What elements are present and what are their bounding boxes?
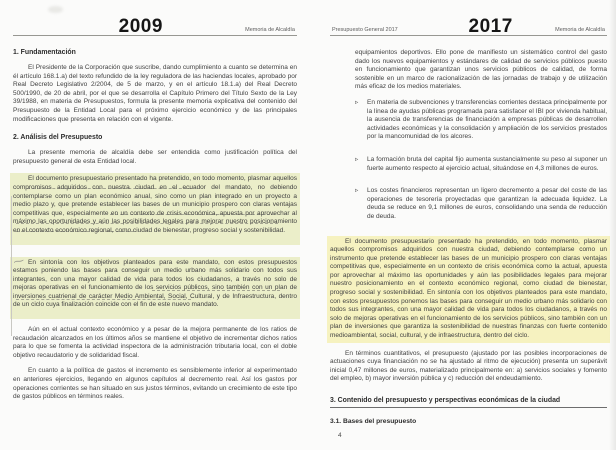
- bullet-text-subvenciones: En materia de subvenciones y transferencias corrientes destaca principalmente por la línea de ayudas públicas programada para satisfacer el IBI por vivienda habitual, la ausencia de transferencias de financiación a empresas públicas de desarrollen actividades económicas y la consolidación y ampliación de los servicios prestados por la mancomunidad de los alcores.: [367, 98, 607, 141]
- header-label-memoria: Memoria de Alcaldía: [555, 27, 605, 33]
- page-header-2017: [330, 6, 607, 36]
- bullet-item: [355, 99, 607, 149]
- bullet-item: [355, 187, 607, 228]
- section-heading-contenido: 3. Contenido del presupuesto y perspectivas económicas de la ciudad: [330, 397, 607, 408]
- page-body: [330, 49, 607, 425]
- paragraph-cuantitativos: En términos cuantitativos, el presupuesto (ajustado por las posibles incorporaciones de actuaciones cuya financiación no se ha ajustado al ritmo de ejecución) presenta un superávit inicial 0,47 millones de euros, materializado principalmente en: a) servicios sociales y fomento del empleo, b) mayor inversión pública y c) reducción del endeudamiento.: [330, 349, 607, 383]
- highlighted-paragraph: En sintonía con los objetivos planteados para este mandato, con estos presupuestos estamos poniendo las bases para conseguir un medio urbano más solidario con todos sus integrantes, con una mayor calidad de vida para todos los ciudadanos, a través no solo de mejoras operativas en el funcionamiento de los servicios públicos, sino también con un plan de inversiones cuatrienal de carácter Medio Ambiental, Social, Cultural, y de Infraestructura, dentro de un ciclo cuya finalización coincide con el fin de este nuevo mandato.: [13, 258, 297, 309]
- paragraph-fundamentacion: El Presidente de la Corporación que suscribe, dando cumplimiento a cuanto se determina en él artículo 168.1.a) del texto refundido de la ley reguladora de las haciendas locales, aprobado por Real Decreto Legislativo 2/2004, de 5 de marzo, y en el artículo 18.1.a) del Real Decreto 500/1990, de 20 de abril, por el que se desarrolla el Capítulo Primero del Título Sexto de la Ley 39/1988, en materia de Presupuestos, formula la presente memoria explicativa del contenido del Presupuesto de la Entidad Local para el próximo ejercicio económico y de las principales modificaciones que presenta en relación con el vigente.: [13, 64, 297, 123]
- bullet-text-capital-fijo: La formación bruta del capital fijo aumenta sustancialmente su peso al suponer un fuerte aumento respecto al ejercicio actual, situándose en 4,3 millones de euros.: [367, 155, 607, 172]
- subsection-heading-bases: 3.1. Bases del presupuesto: [330, 418, 417, 425]
- paragraph-continuation: equipamientos deportivos. Ello pone de manifiesto un sistemático control del gasto dado los nuevos equipamientos y estándares de calidad de servicios públicos puesto en funcionamiento que garantizan unos servicios públicos de calidad, de forma sostenible en un marco de racionalización de las jornadas de trabajo y de utilización más eficaz de los medios materiales.: [355, 49, 607, 91]
- pencil-squiggle-icon: ∼: [11, 254, 26, 268]
- header-label-memoria: Memoria de Alcaldía: [245, 27, 295, 33]
- header-label-presupuesto: Presupuesto General 2017: [332, 27, 398, 33]
- highlighted-paragraph: El documento presupuestario presentado ha pretendido, en todo momento, plasmar aquellos compromisos adquiridos con nuestra ciudad en el ecuador del mandato, no debiendo contemplarse como un plan económico anual, sino como un plan integrado en un proyecto a medio plazo y, que pretende establecer las bases de un municipio prospero con claras ventajas competitivas que, especialmente en un contexto de crisis económica, apuesta por aprovechar al máximo las oportunidades y aún las posibilidades legales para mejorar nuestro posicionamiento en el contexto económico regional, como ciudad de bienestar, progreso social y sostenibilidad.: [13, 175, 297, 234]
- year-title: 2017: [468, 16, 513, 37]
- bullet-zone: [330, 49, 607, 229]
- highlighted-block-2: [10, 254, 300, 320]
- paragraph-intro: La presente memoria de alcaldía debe ser entendida como justificación política del presupuesto general de esta Entidad local.: [13, 149, 297, 165]
- page-header-2009: [13, 6, 297, 36]
- highlighted-paragraph: El documento presupuestario presentado ha pretendido, en todo momento, plasmar aquellos compromisos adquiridos con nuestra ciudad, debiendo contemplarse como un instrumento que pretende establecer las bases de un municipio prospero con claras ventajas competitivas que, especialmente en un contexto de crisis económica como la actual, apuesta por aprovechar al máximo las oportunidades y aún las posibilidades legales para mejorar nuestro posicionamiento en el contexto económico regional, como ciudad de bienestar, progreso social y sostenibilidad. En sintonía con los objetivos planteados para este mandato, con estos presupuestos ponemos las bases para conseguir un medio urbano más solidario con todos sus integrantes, con una mayor calidad de vida para todos los ciudadanos, a través no solo de mejoras operativas en el funcionamiento de los servicios públicos, sino también con un plan de inversiones que garantiza la sostenibilidad de nuestras finanzas con fuerte contenido medioambiental, social, cultural, y de infraestructura, dentro del ciclo.: [330, 237, 607, 340]
- bullet-item: [355, 156, 607, 180]
- page-body: [13, 49, 297, 402]
- arrow-bullet-icon: ▹: [355, 155, 359, 163]
- page-2017: [308, 0, 616, 450]
- section-heading-analisis: 2. Análisis del Presupuesto: [13, 134, 103, 142]
- highlighted-block-1: [10, 173, 300, 244]
- arrow-bullet-icon: ▹: [355, 98, 359, 106]
- section-heading-fundamentacion: 1. Fundamentación: [13, 49, 76, 56]
- bullet-text-costes-financieros: Los costes financieros representan un ligero decremento a pesar del coste de las operaciones de tesorería proyectadas que garantizan la adecuada liquidez. La deuda se reduce en 9,1 millones de euros, consolidando una senda de reducción de deuda.: [367, 187, 607, 220]
- arrow-bullet-icon: ▹: [355, 187, 359, 195]
- year-title: 2009: [118, 16, 163, 37]
- highlighted-block: [327, 236, 610, 343]
- paragraph-gastos: En cuanto a la política de gastos el incremento es sensiblemente inferior al experimentado en anteriores ejercicios, llegando en algunos capítulos al decremento real. Así los gastos por operaciones corrientes se han situado en sus justos términos, evitando un crecimiento de este tipo de gastos públicos en términos reales.: [13, 367, 297, 401]
- page-number: 4: [338, 432, 342, 439]
- paragraph-ratios: Aún en el actual contexto económico y a pesar de la mejora permanente de los ratios de recaudación alcanzados en los últimos años se mantiene el objetivo de incrementar dichos ratios para lo que se fomenta la actividad inspectora de la administración tributaria local, con el doble objetivo recaudatorio y de solidaridad fiscal.: [13, 326, 297, 359]
